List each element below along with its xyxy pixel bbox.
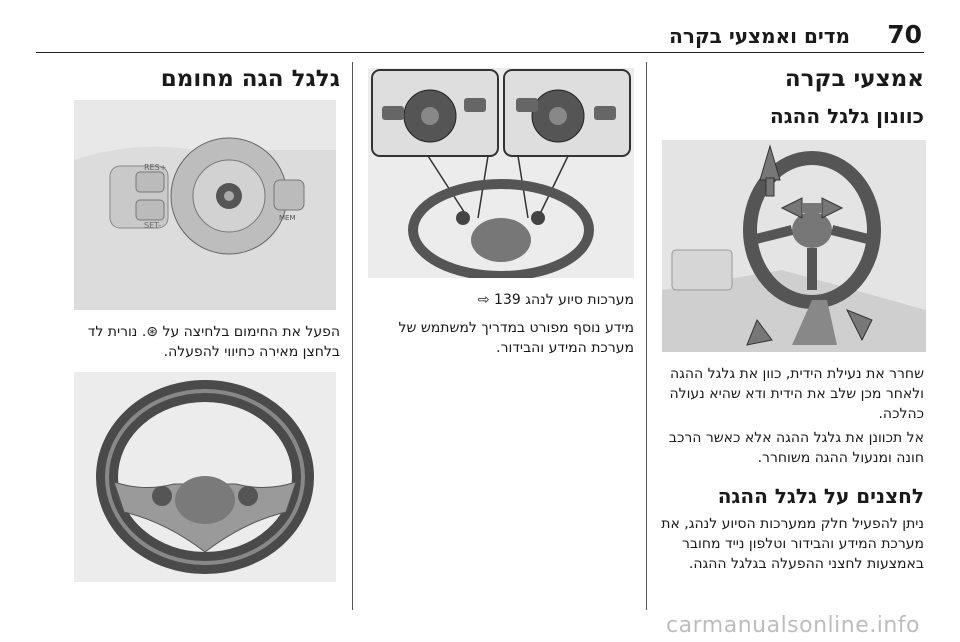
- heated-wheel-drawing: [74, 372, 336, 582]
- steering-adjust-text: שחרר את נעילת הידית, כוון את גלגל ההגה ולאחר מכן שלב את הידית ודא שהיא נעולה כהלכה.: [669, 366, 924, 422]
- subheading-steering-adjust: כוונון גלגל ההגה: [769, 104, 924, 128]
- heated-wheel-button-illustration: [74, 100, 336, 310]
- chapter-title: מדים ואמצעי בקרה: [669, 24, 850, 48]
- section-heading-controls: אמצעי בקרה: [784, 66, 924, 92]
- steering-adjust-warning: אל תכוונן את גלגל ההגה אלא כאשר הרכב חונה ומנעול ההגה משוחרר.: [668, 430, 924, 466]
- caption-driver-assistance: מערכות סיוע לנהג ‎139 ⇨: [477, 292, 634, 308]
- column-separator-left: [352, 62, 353, 610]
- heated-wheel-text: הפעל את החימום בלחיצה על ⊛. נורית לד בלחצן מאירה כחיווי להפעלה.: [87, 324, 340, 360]
- steering-buttons-illustration: [368, 68, 634, 278]
- mem-label: MEM: [279, 214, 296, 222]
- header-rule: [36, 52, 924, 53]
- heated-button-drawing: [74, 100, 336, 310]
- set-label: SET-: [144, 221, 162, 230]
- steering-buttons-drawing: [368, 68, 634, 278]
- column-separator-right: [646, 62, 647, 610]
- res-label: RES+: [144, 163, 167, 172]
- steering-adjust-illustration: [662, 140, 926, 352]
- subheading-steering-buttons: לחצנים על גלגל ההגה: [717, 484, 924, 508]
- steering-buttons-text: ניתן להפעיל חלק ממערכות הסיוע לנהג, את מערכת המידע והבידור וטלפון נייד מחובר באמצעות לחצני ההפעלה בגלגל ההגה.: [661, 516, 924, 572]
- watermark: carmanualsonline.info: [666, 613, 920, 638]
- heated-wheel-overview-illustration: [74, 372, 336, 582]
- section-heading-heated-wheel: גלגל הגה מחומם: [160, 66, 340, 92]
- caption-infotainment: מידע נוסף מפורט במדריך למשתמש של מערכת המידע והבידור.: [398, 320, 634, 356]
- page-number: 70: [887, 20, 922, 49]
- steering-adjust-drawing: [662, 140, 926, 352]
